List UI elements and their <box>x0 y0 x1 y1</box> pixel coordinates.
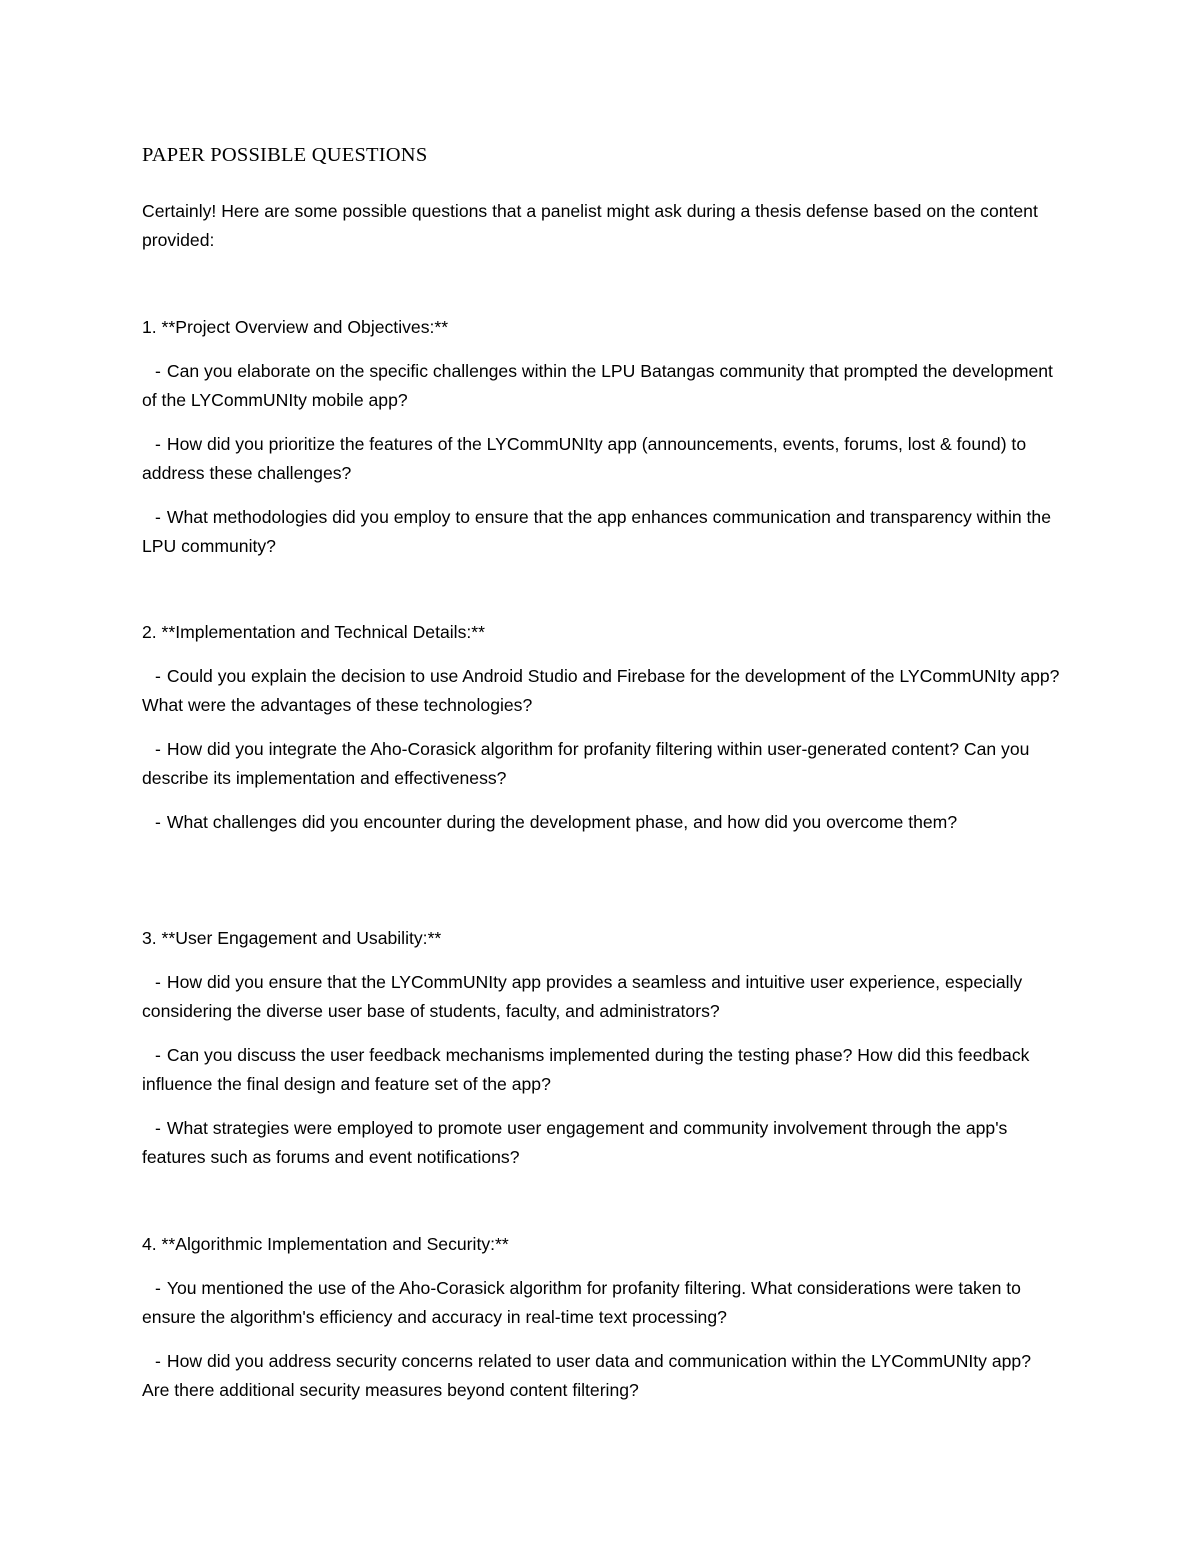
question-item <box>142 1114 1062 1172</box>
intro-paragraph: Certainly! Here are some possible questions that a panelist might ask during a thesis defense based on the content provided: <box>142 201 1038 250</box>
question-item <box>142 1274 1062 1332</box>
section-algorithm-security <box>142 1230 1062 1405</box>
question-bullet: - <box>155 361 161 381</box>
question-bullet: - <box>155 812 161 832</box>
question-bullet: - <box>155 972 161 992</box>
section-heading: 2. **Implementation and Technical Details:** <box>142 622 485 642</box>
section-project-overview <box>142 313 1062 561</box>
question-item <box>142 1041 1062 1099</box>
question-item <box>142 968 1062 1026</box>
question-bullet: - <box>155 434 161 454</box>
question-text: Could you explain the decision to use Android Studio and Firebase for the development of the LYCommUNIty app? What were the advantages of these technologies? <box>142 666 1060 715</box>
question-text: What methodologies did you employ to ensure that the app enhances communication and transparency within the LPU community? <box>142 507 1051 556</box>
question-bullet: - <box>155 739 161 759</box>
question-text: How did you integrate the Aho-Corasick algorithm for profanity filtering within user-generated content? Can you describe its implementation and effectiveness? <box>142 739 1030 788</box>
section-implementation-technical <box>142 618 1062 837</box>
question-text: What strategies were employed to promote user engagement and community involvement through the app's features such as forums and event notifications? <box>142 1118 1008 1167</box>
question-text: How did you prioritize the features of the LYCommUNIty app (announcements, events, forums, lost & found) to address these challenges? <box>142 434 1027 483</box>
section-heading: 4. **Algorithmic Implementation and Security:** <box>142 1234 509 1254</box>
question-item <box>142 357 1062 415</box>
question-item <box>142 503 1062 561</box>
section-heading: 3. **User Engagement and Usability:** <box>142 928 442 948</box>
question-bullet: - <box>155 1118 161 1138</box>
section-heading: 1. **Project Overview and Objectives:** <box>142 317 449 337</box>
question-item <box>142 808 1062 837</box>
question-item <box>142 735 1062 793</box>
question-bullet: - <box>155 507 161 527</box>
question-text: Can you discuss the user feedback mechanisms implemented during the testing phase? How did this feedback influence the final design and feature set of the app? <box>142 1045 1030 1094</box>
question-item <box>142 662 1062 720</box>
question-text: How did you ensure that the LYCommUNIty app provides a seamless and intuitive user experience, especially considering the diverse user base of students, faculty, and administrators? <box>142 972 1023 1021</box>
question-text: What challenges did you encounter during the development phase, and how did you overcome them? <box>166 812 958 832</box>
question-bullet: - <box>155 1278 161 1298</box>
question-text: Can you elaborate on the specific challenges within the LPU Batangas community that prompted the development of the LYCommUNIty mobile app? <box>142 361 1053 410</box>
question-text: How did you address security concerns related to user data and communication within the LYCommUNIty app? Are there additional security measures beyond content filtering? <box>142 1351 1032 1400</box>
question-text: You mentioned the use of the Aho-Corasick algorithm for profanity filtering. What considerations were taken to ensure the algorithm's efficiency and accuracy in real-time text processing? <box>142 1278 1021 1327</box>
question-item <box>142 430 1062 488</box>
document-title: PAPER POSSIBLE QUESTIONS <box>142 144 428 166</box>
question-bullet: - <box>155 1351 161 1371</box>
question-bullet: - <box>155 666 161 686</box>
section-user-engagement <box>142 924 1062 1172</box>
question-bullet: - <box>155 1045 161 1065</box>
question-item <box>142 1347 1062 1405</box>
